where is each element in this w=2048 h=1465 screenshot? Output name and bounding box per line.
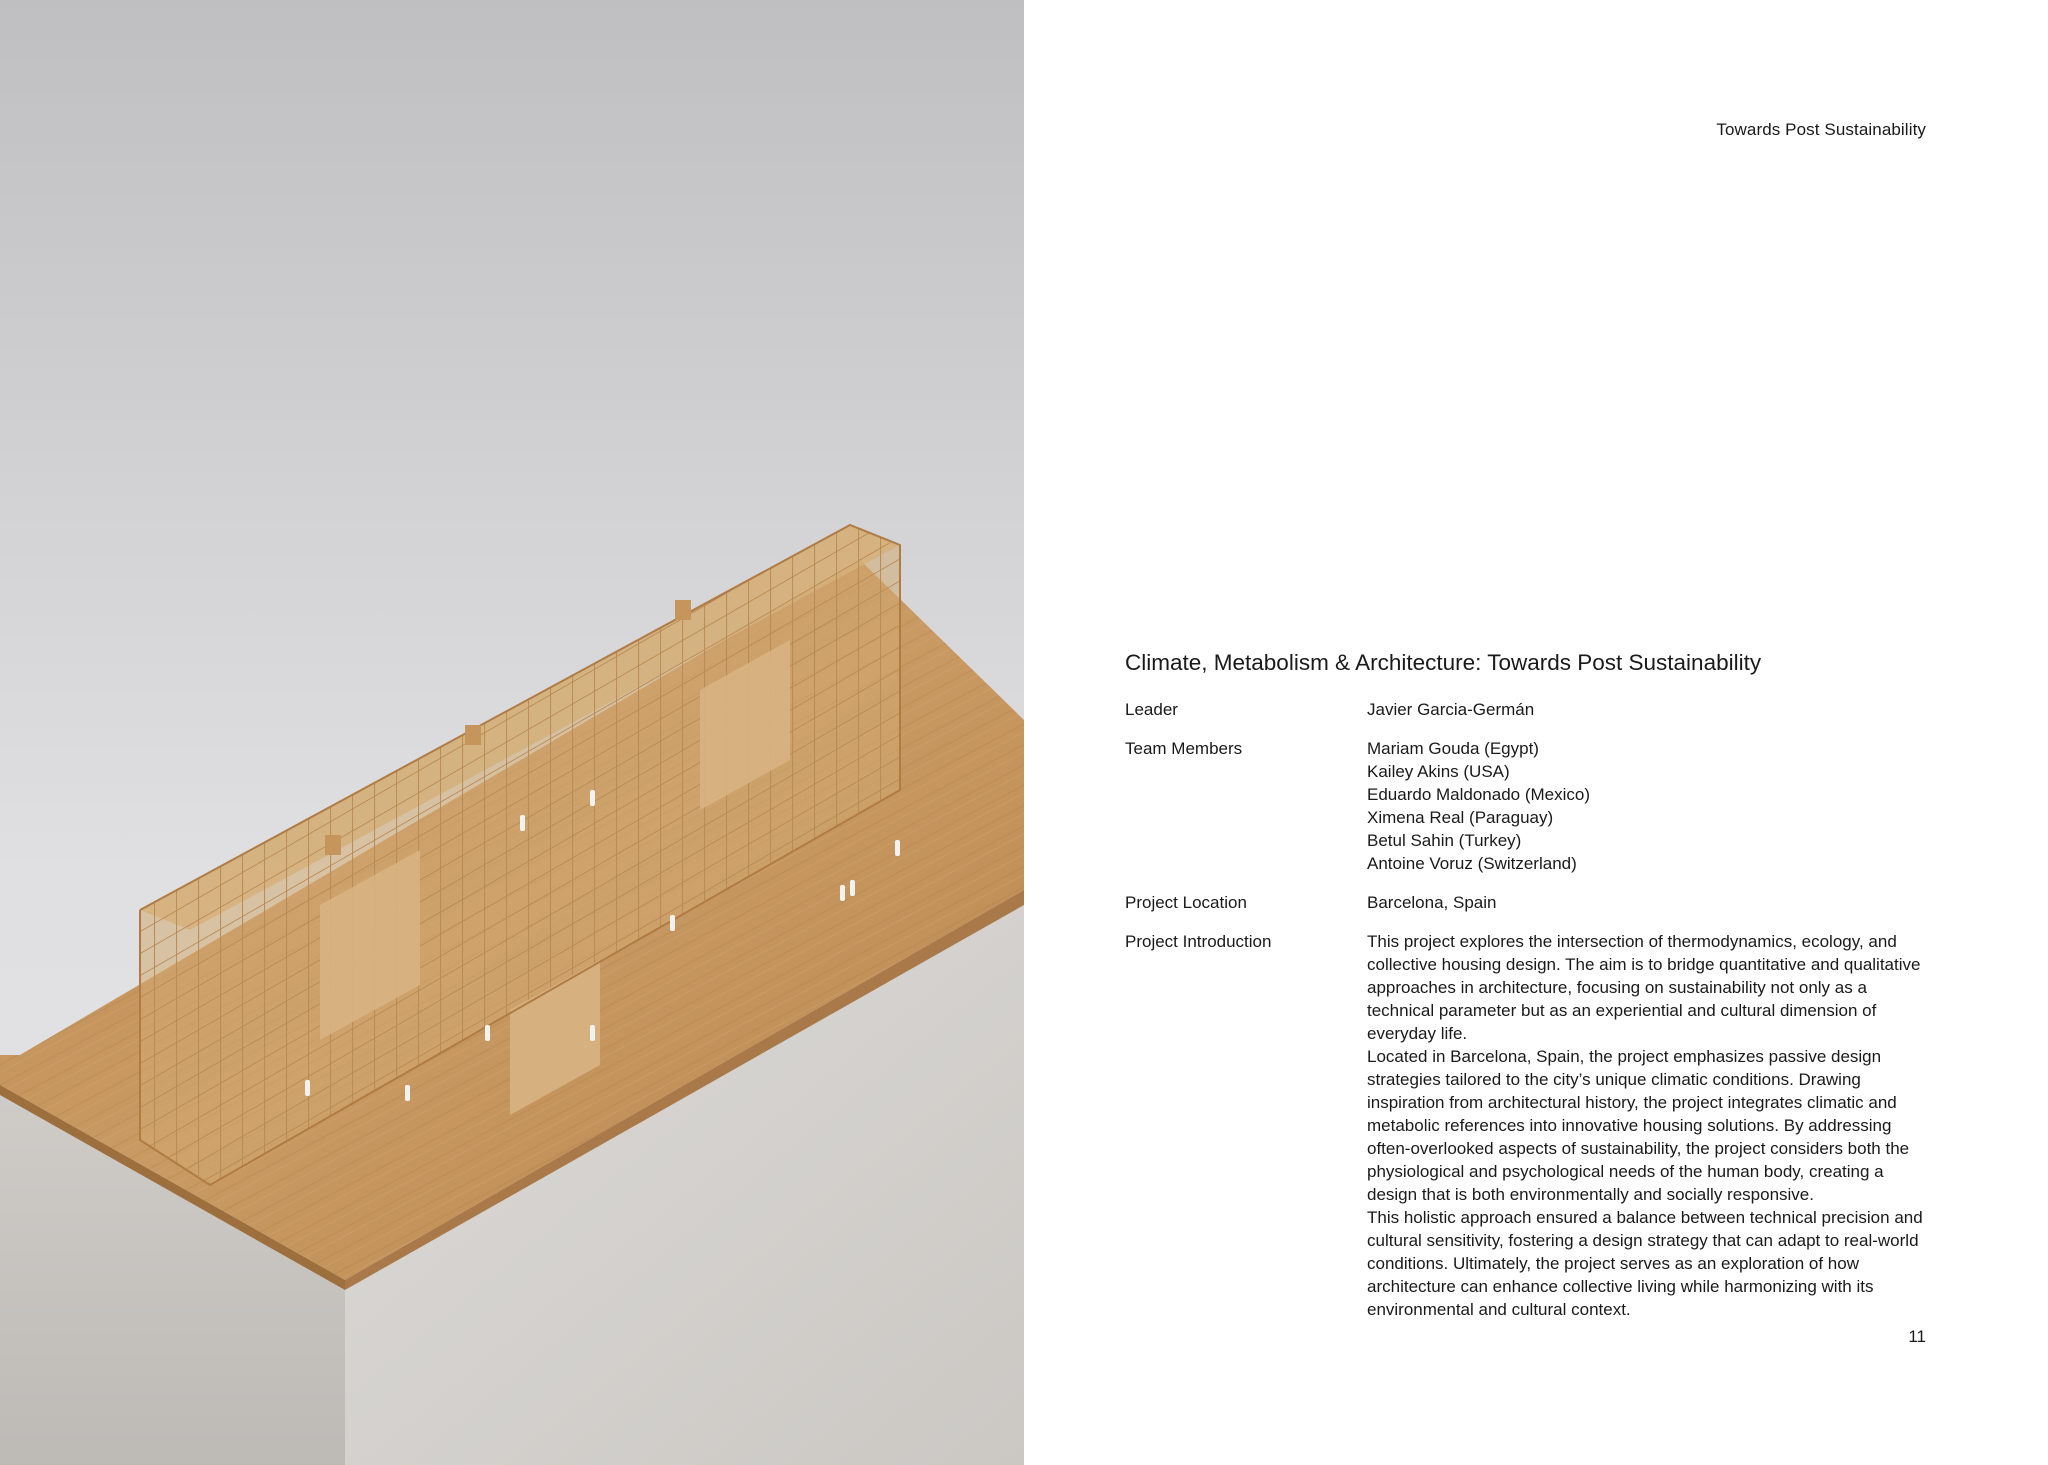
location-value: Barcelona, Spain bbox=[1367, 893, 1497, 912]
intro-paragraph: This project explores the intersection of thermodynamics, ecology, and collective housing design. The aim is to bridge quantitative and qualitative approaches in architecture, focusing on sustainability not only as a technical parameter but as an experiential and cultural dimension of everyday life. bbox=[1367, 932, 1921, 1043]
intro-paragraph: This holistic approach ensured a balance between technical precision and cultural sensitivity, fostering a design strategy that can adapt to real-world conditions. Ultimately, the project serves as an exploration of how architecture can enhance collective living while harmonizing with its environmental and cultural context. bbox=[1367, 1208, 1923, 1319]
team-member: Antoine Voruz (Switzerland) bbox=[1367, 854, 1577, 873]
running-header: Towards Post Sustainability bbox=[1716, 120, 1926, 139]
project-title: Climate, Metabolism & Architecture: Towards Post Sustainability bbox=[1125, 650, 1762, 675]
intro-text bbox=[1367, 930, 1945, 1321]
leader-row bbox=[1125, 698, 1945, 721]
intro-paragraph: Located in Barcelona, Spain, the project emphasizes passive design strategies tailored to the city’s unique climatic conditions. Drawing inspiration from architectural history, the project integrates climatic and metabolic references into innovative housing solutions. By addressing often-overlooked aspects of sustainability, the project considers both the physiological and psychological needs of the human body, creating a design that is both environmentally and socially responsive. bbox=[1367, 1047, 1910, 1204]
location-label: Project Location bbox=[1125, 893, 1247, 912]
team-row bbox=[1125, 737, 1945, 875]
intro-label: Project Introduction bbox=[1125, 932, 1272, 951]
team-member: Kailey Akins (USA) bbox=[1367, 762, 1510, 781]
project-info bbox=[1125, 698, 1945, 1337]
team-member: Mariam Gouda (Egypt) bbox=[1367, 739, 1539, 758]
page-number: 11 bbox=[1908, 1327, 1926, 1346]
team-member: Eduardo Maldonado (Mexico) bbox=[1367, 785, 1591, 804]
team-member: Ximena Real (Paraguay) bbox=[1367, 808, 1554, 827]
team-label: Team Members bbox=[1125, 739, 1243, 758]
team-list bbox=[1367, 737, 1945, 875]
location-row bbox=[1125, 891, 1945, 914]
leader-label: Leader bbox=[1125, 700, 1178, 719]
team-member: Betul Sahin (Turkey) bbox=[1367, 831, 1522, 850]
leader-value: Javier Garcia-Germán bbox=[1367, 700, 1535, 719]
intro-row bbox=[1125, 930, 1945, 1321]
